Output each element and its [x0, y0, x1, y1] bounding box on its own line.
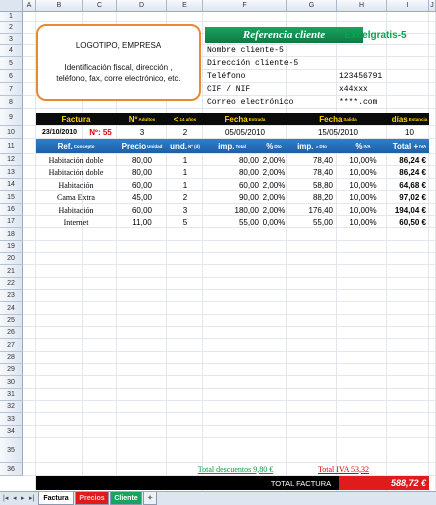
column-header-e[interactable]: E: [167, 0, 203, 12]
item-ref[interactable]: Habitación doble: [48, 167, 104, 177]
item-impdto: 55,00: [312, 217, 333, 227]
row-header-8[interactable]: 8: [0, 96, 23, 109]
item-und[interactable]: 1: [182, 155, 188, 165]
grid-hline: [23, 437, 436, 438]
column-header-h[interactable]: H: [337, 0, 387, 12]
item-total: 97,02 €: [399, 192, 426, 202]
total-vat: Total IVA 53,32: [317, 464, 370, 474]
item-imp: 80,00: [238, 155, 259, 165]
item-ref[interactable]: Internet: [63, 217, 89, 227]
factura-header: Factura: [61, 114, 91, 124]
grid-hline: [23, 326, 436, 327]
item-imp: 60,00: [238, 180, 259, 190]
stay-days: 10: [405, 127, 414, 137]
item-iva: 10,00%: [349, 192, 377, 202]
row-header-36[interactable]: 36: [0, 463, 23, 476]
client-name[interactable]: Nombre cliente-5: [207, 45, 284, 55]
invoice-header-bar: [36, 113, 429, 125]
column-header-j[interactable]: J: [429, 0, 436, 12]
column-header-g[interactable]: G: [287, 0, 337, 12]
row-header-19[interactable]: 19: [0, 241, 23, 253]
item-dto[interactable]: 2,00%: [262, 180, 286, 190]
row-header-14[interactable]: 14: [0, 179, 23, 191]
adults-count[interactable]: 3: [139, 127, 145, 137]
exit-date-header: Fecha Salida: [319, 114, 357, 124]
grid-hline: [23, 338, 436, 339]
row-header-32[interactable]: 32: [0, 401, 23, 413]
item-iva: 10,00%: [349, 180, 377, 190]
col-price-header: Precio Unidad: [121, 141, 163, 151]
row-header-28[interactable]: 28: [0, 352, 23, 364]
item-total: 86,24 €: [399, 155, 426, 165]
client-address[interactable]: Dirección cliente-5: [207, 58, 299, 68]
item-und[interactable]: 1: [182, 167, 188, 177]
item-precio[interactable]: 60,00: [131, 205, 153, 215]
grid-hline: [23, 240, 436, 241]
grid-hline: [23, 400, 436, 401]
col-units-header: und. Nº (d): [170, 141, 200, 151]
total-discounts: Total descuentos 9,80 €: [197, 464, 274, 474]
row-header-9[interactable]: 9: [0, 109, 23, 126]
column-header-i[interactable]: I: [387, 0, 429, 12]
item-dto[interactable]: 2,00%: [262, 205, 286, 215]
item-und[interactable]: 1: [182, 180, 188, 190]
item-iva: 10,00%: [349, 205, 377, 215]
row-header-24[interactable]: 24: [0, 302, 23, 315]
entry-date[interactable]: 05/05/2010: [224, 127, 266, 137]
item-precio[interactable]: 11,00: [132, 217, 152, 227]
logo-line2: Identificación fiscal, dirección ,: [64, 63, 173, 72]
item-total: 64,68 €: [399, 180, 426, 190]
logo-line3: teléfono, fax, corre electrónico, etc.: [56, 74, 181, 83]
grid-hline: [23, 412, 436, 413]
column-header-f[interactable]: F: [203, 0, 287, 12]
grid-hline: [23, 264, 436, 265]
grid-hline: [23, 425, 436, 426]
grid-hline: [23, 289, 436, 290]
item-precio[interactable]: 80,00: [131, 155, 153, 165]
item-iva: 10,00%: [349, 167, 377, 177]
row-header-17[interactable]: 17: [0, 216, 23, 228]
tab-factura[interactable]: Factura: [38, 492, 74, 505]
client-reference-banner: Referencia cliente: [205, 27, 363, 43]
row-header-10[interactable]: 10: [0, 126, 23, 139]
row-header-5[interactable]: 5: [0, 57, 23, 70]
row-header-35[interactable]: 35: [0, 438, 23, 463]
client-phone[interactable]: 123456791: [339, 71, 383, 81]
column-header-d[interactable]: D: [117, 0, 167, 12]
col-vat-header: % IVA: [355, 141, 371, 151]
row-header-7[interactable]: 7: [0, 83, 23, 96]
row-header-22[interactable]: 22: [0, 278, 23, 290]
item-ref[interactable]: Cama Extra: [57, 192, 95, 202]
item-imp: 55,00: [238, 217, 259, 227]
select-all-corner[interactable]: [0, 0, 23, 12]
prev-sheet-icon[interactable]: ◂: [13, 495, 17, 502]
exit-date[interactable]: 15/05/2010: [317, 127, 359, 137]
item-imp: 180,00: [234, 205, 259, 215]
client-cif-label: CIF / NIF: [207, 84, 251, 94]
invoice-total-value: 588,72 €: [390, 478, 426, 488]
invoice-date[interactable]: 23/10/2010: [41, 128, 78, 136]
row-header-21[interactable]: 21: [0, 265, 23, 278]
grid-hline: [23, 314, 436, 315]
item-iva: 10,00%: [349, 155, 377, 165]
grid-hline: [23, 277, 436, 278]
row-header-12[interactable]: 12: [0, 154, 23, 166]
column-header-c[interactable]: C: [83, 0, 117, 12]
brand-site-label: Excelgratis-5: [344, 29, 407, 41]
column-header-b[interactable]: B: [36, 0, 83, 12]
item-ref[interactable]: Habitación: [58, 205, 94, 215]
col-total-header: Total + IVA: [392, 141, 427, 151]
last-sheet-icon[interactable]: ▸|: [29, 495, 35, 502]
logo-title: LOGOTIPO, EMPRESA: [75, 41, 162, 50]
first-sheet-icon[interactable]: |◂: [3, 495, 9, 502]
item-ref[interactable]: Habitación doble: [48, 155, 104, 165]
grid-hline: [23, 375, 436, 376]
client-cif[interactable]: x44xxx: [339, 84, 368, 94]
stay-days-header: días Estancia: [391, 114, 428, 124]
next-sheet-icon[interactable]: ▸: [21, 495, 25, 502]
row-header-30[interactable]: 30: [0, 376, 23, 389]
item-precio[interactable]: 60,00: [131, 180, 153, 190]
item-impdto: 78,40: [312, 167, 333, 177]
item-und[interactable]: 3: [182, 205, 188, 215]
row-header-18[interactable]: 18: [0, 228, 23, 241]
tab-cliente[interactable]: Cliente: [110, 492, 142, 505]
items-header-bar: [36, 139, 429, 153]
sheet-tab-bar: [0, 491, 436, 505]
grid-hline: [23, 301, 436, 302]
client-phone-label: Teléfono: [207, 71, 246, 81]
col-net-header: imp. - Dto: [297, 141, 327, 151]
row-header-15[interactable]: 15: [0, 191, 23, 204]
column-header-a[interactable]: A: [23, 0, 36, 12]
item-precio[interactable]: 80,00: [131, 167, 153, 177]
item-impdto: 176,40: [308, 205, 333, 215]
row-header-25[interactable]: 25: [0, 315, 23, 327]
row-header-2[interactable]: 2: [0, 22, 23, 34]
adults-header: Nº Adultos: [128, 114, 156, 124]
item-dto[interactable]: 2,00%: [262, 192, 286, 202]
grid-hline: [23, 252, 436, 253]
item-dto[interactable]: 0,00%: [262, 217, 286, 227]
minors-count[interactable]: 2: [182, 127, 188, 137]
row-header-31[interactable]: 31: [0, 389, 23, 401]
item-impdto: 88,20: [312, 192, 333, 202]
company-logo-box: [36, 24, 201, 101]
item-impdto: 58,80: [312, 180, 333, 190]
item-dto[interactable]: 2,00%: [262, 167, 286, 177]
tab-precios[interactable]: Precios: [75, 492, 109, 505]
col-discount-header: % Dto: [266, 141, 282, 151]
item-total: 86,24 €: [399, 167, 426, 177]
item-dto[interactable]: 2,00%: [262, 155, 286, 165]
grid-hline: [23, 108, 436, 109]
entry-date-header: Fecha Entrada: [224, 114, 266, 124]
row-header-6[interactable]: 6: [0, 70, 23, 83]
row-header-1[interactable]: 1: [0, 12, 23, 22]
row-header-23[interactable]: 23: [0, 290, 23, 302]
grid-hline: [23, 351, 436, 352]
item-iva: 10,00%: [349, 217, 377, 227]
grid-hline: [23, 388, 436, 389]
row-header-20[interactable]: 20: [0, 253, 23, 265]
client-email-label: Correo electrónico: [207, 97, 294, 107]
item-impdto: 78,40: [312, 155, 333, 165]
row-header-3[interactable]: 3: [0, 34, 23, 45]
client-email[interactable]: ****.com: [339, 97, 378, 107]
item-precio[interactable]: 45,00: [131, 192, 153, 202]
invoice-number[interactable]: Nº: 55: [89, 127, 112, 137]
grid-hline: [23, 363, 436, 364]
invoice-total-label: TOTAL FACTURA: [270, 478, 332, 488]
item-total: 194,04 €: [394, 205, 426, 215]
item-imp: 80,00: [238, 167, 259, 177]
item-total: 60,50 €: [399, 217, 426, 227]
row-header-33[interactable]: 33: [0, 413, 23, 426]
item-ref[interactable]: Habitación: [58, 180, 94, 190]
col-ref-header: Ref. Concepto: [57, 141, 95, 151]
row-header-26[interactable]: 26: [0, 327, 23, 339]
row-header-13[interactable]: 13: [0, 166, 23, 179]
item-und[interactable]: 2: [182, 192, 188, 202]
new-sheet-icon[interactable]: ✦: [143, 492, 157, 505]
item-und[interactable]: 5: [182, 217, 188, 227]
row-header-29[interactable]: 29: [0, 364, 23, 376]
row-header-34[interactable]: 34: [0, 426, 23, 438]
item-imp: 90,00: [238, 192, 259, 202]
minors-header: < 14 años: [173, 114, 197, 124]
row-header-16[interactable]: 16: [0, 204, 23, 216]
row-header-11[interactable]: 11: [0, 139, 23, 154]
col-amount-header: imp. Total: [218, 141, 246, 151]
row-header-27[interactable]: 27: [0, 339, 23, 352]
grid-hline: [23, 21, 436, 22]
row-header-4[interactable]: 4: [0, 45, 23, 57]
